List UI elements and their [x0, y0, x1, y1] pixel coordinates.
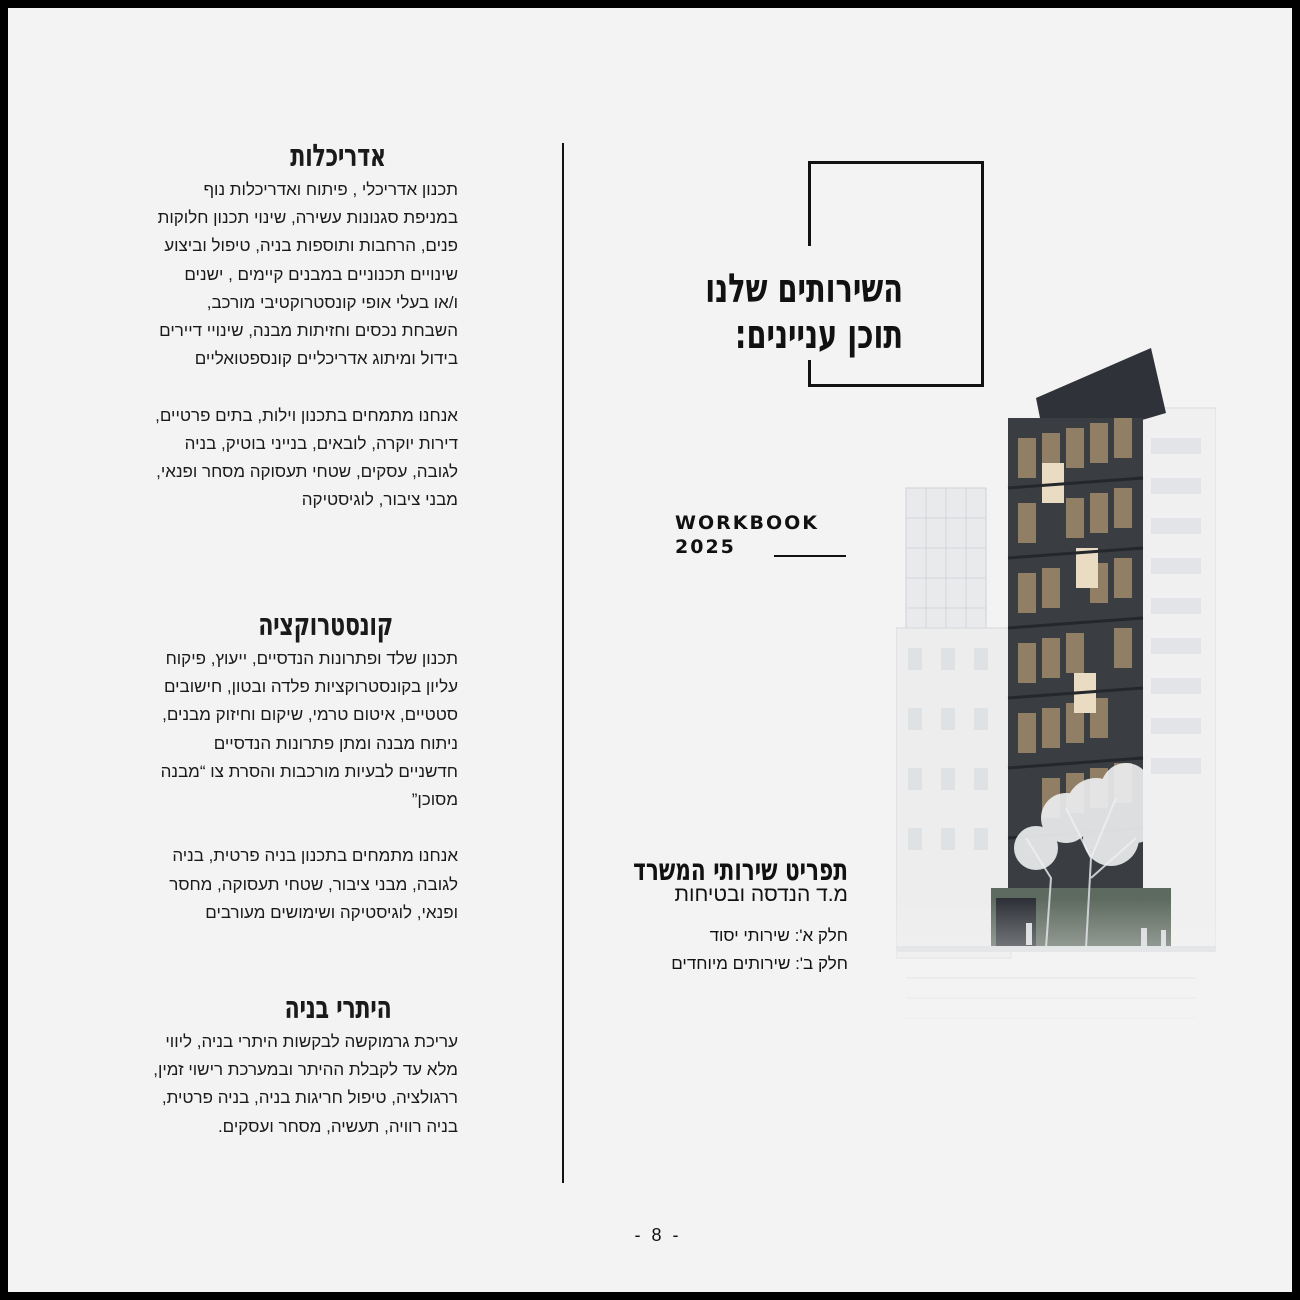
- service-parts: [568, 922, 848, 978]
- workbook-line1: WORKBOOK: [675, 512, 819, 534]
- building-illustration: [896, 338, 1216, 1038]
- service-subtitle: מ.ד הנדסה ובטיחות: [674, 883, 848, 906]
- frame-edge: [808, 161, 811, 246]
- page-number: - 8 -: [634, 1225, 682, 1245]
- headline: [705, 266, 903, 358]
- service-title: תפריט שירותי המשרד: [633, 853, 848, 888]
- service-menu: [568, 853, 848, 978]
- part-b: חלק ב': שירותים מיוחדים: [671, 954, 848, 973]
- permits-title: היתרי בניה: [284, 990, 392, 1026]
- workbook-underline: [774, 555, 846, 557]
- construction-section: [128, 605, 458, 927]
- permits-section: [128, 988, 458, 1141]
- architecture-body: תכנון אדריכלי , פיתוח ואדריכלות נוף במניפת סגנונות עשירה, שינוי תכנון חלוקות פנים, הרחבות ותוספות בניה, טיפול וביצוע שינויים תכנוניים במבנים קיימים , ישנים ו/או בעלי אופי קונסטרוקטיבי מורכב, השבחת נכסים וחזיתות מבנה, שינויי דיירים בידול ומיתוג אדריכליים קונספטואליים אנחנו מתמחים בתכנון וילות, בתים פרטיים, דירות יוקרה, לובאים, בנייני בוטיק, בניה לגובה, עסקים, שטחי תעסוקה מסחר ופנאי, מבני ציבור, לוגיסטיקה: [155, 180, 458, 510]
- column-divider: [562, 143, 564, 1183]
- part-a: חלק א': שירותי יסוד: [709, 926, 848, 945]
- architecture-section: [128, 136, 458, 514]
- construction-body: תכנון שלד ופתרונות הנדסיים, ייעוץ, פיקוח עליון בקונסטרוקציות פלדה ובטון, חישובים סטטיים, איטום טרמי, שיקום וחיזוק מבנים, ניתוח מבנה ומתן פתרונות הנדסיים חדשניים לבעיות מורכבות והסרת צו “מבנה מסוכן” אנחנו מתמחים בתכנון בניה פרטית, בניה לגובה, מבני ציבור, שטחי תעסוקה, מחסר ופנאי, לוגיסטיקה ושימושים מעורבים: [160, 649, 458, 922]
- headline-line2: תוכן עניינים:: [734, 312, 903, 358]
- frame-edge: [808, 360, 811, 387]
- workbook-year: 2025: [675, 536, 736, 558]
- page: [8, 8, 1292, 1292]
- construction-title: קונסטרוקציה: [258, 607, 393, 643]
- workbook-label: [675, 511, 819, 559]
- headline-line1: השירותים שלנו: [705, 266, 903, 312]
- architecture-title: אדריכלות: [290, 138, 386, 174]
- permits-body: עריכת גרמוקשה לבקשות היתרי בניה, ליווי מלא עד לקבלת ההיתר ובמערכת רישוי זמין, ררגולציה, טיפול חריגות בניה, בניה פרטית, בניה רוויה, תעשיה, מסחר ועסקים.: [153, 1032, 458, 1136]
